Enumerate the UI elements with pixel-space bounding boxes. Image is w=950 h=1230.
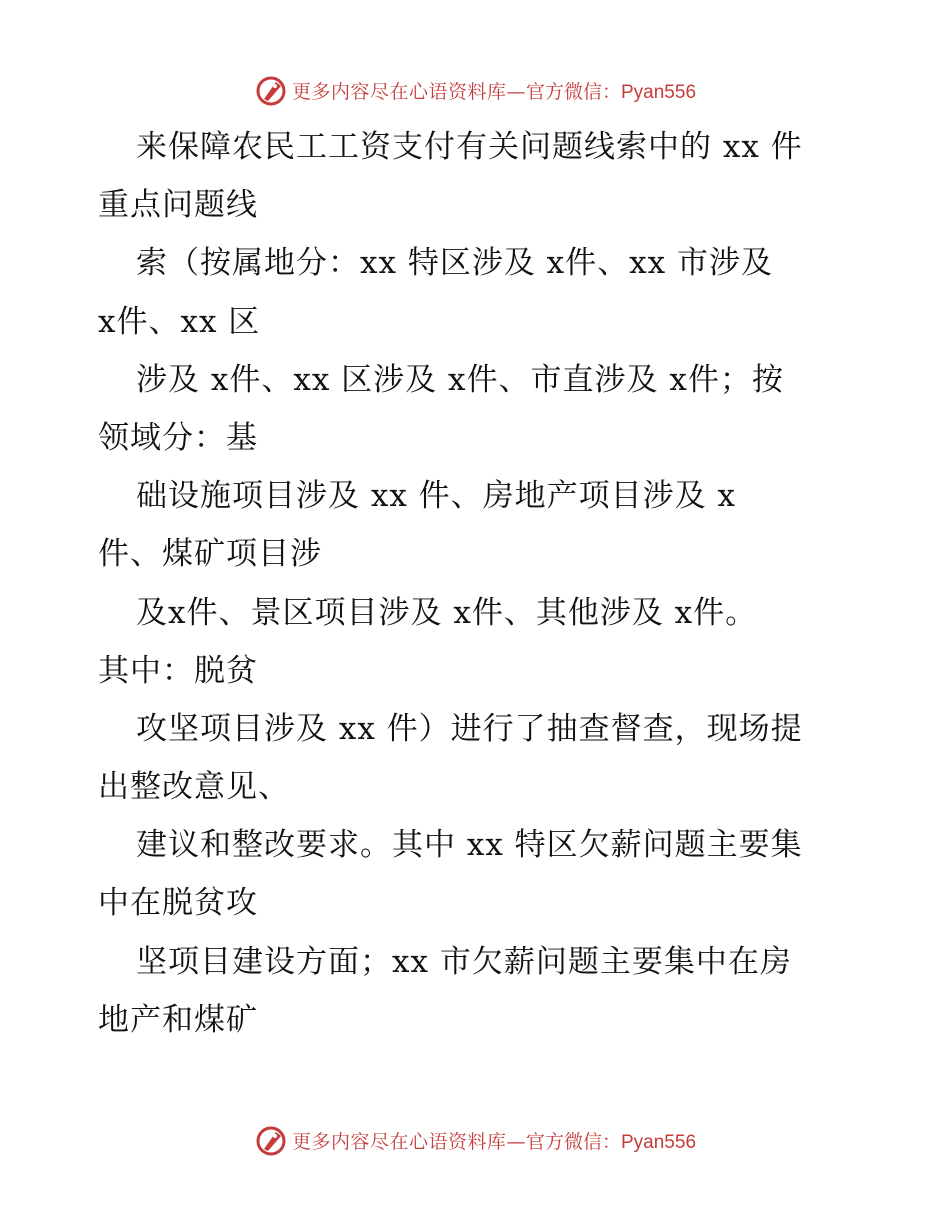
- body-line: 来保障农民工工资支付有关问题线索中的 xx 件: [136, 129, 803, 165]
- body-line: 建议和整改要求。其中 xx 特区欠薪问题主要集: [136, 827, 803, 864]
- body-line: 坚项目建设方面；xx 市欠薪问题主要集中在房: [136, 943, 792, 980]
- body-line: 及x件、景区项目涉及 x件、其他涉及 x件。: [136, 594, 758, 631]
- footer-wechat-text: 官方微信：Pyan556: [526, 1131, 697, 1153]
- body-line: 其中：脱贫: [98, 652, 258, 689]
- header-promo-text: 更多内容尽在心语资料库—: [291, 80, 526, 103]
- body-line: x件、xx 区: [98, 303, 261, 340]
- body-line: 索（按属地分：xx 特区涉及 x件、xx 市涉及: [136, 245, 773, 282]
- body-line: 领域分：基: [98, 419, 258, 456]
- pen-nib-logo-icon: [254, 73, 288, 107]
- body-line: 地产和煤矿: [98, 1001, 258, 1038]
- body-line: 涉及 x件、xx 区涉及 x件、市直涉及 x件；按: [136, 361, 784, 398]
- header-banner: [0, 70, 950, 110]
- footer-promo-text: 更多内容尽在心语资料库—: [291, 1130, 526, 1153]
- body-line: 中在脱贫攻: [98, 885, 258, 922]
- pen-nib-logo-icon: [254, 1123, 288, 1157]
- body-line: 攻坚项目涉及 xx 件）进行了抽查督查，现场提: [136, 710, 803, 747]
- footer-banner: [0, 1120, 950, 1160]
- body-line: 件、煤矿项目涉: [98, 536, 322, 573]
- document-body: [98, 118, 858, 1049]
- body-line: 重点问题线: [98, 187, 258, 224]
- body-line: 出整改意见、: [98, 769, 290, 806]
- header-wechat-text: 官方微信：Pyan556: [526, 81, 697, 103]
- body-line: 础设施项目涉及 xx 件、房地产项目涉及 x: [136, 478, 737, 515]
